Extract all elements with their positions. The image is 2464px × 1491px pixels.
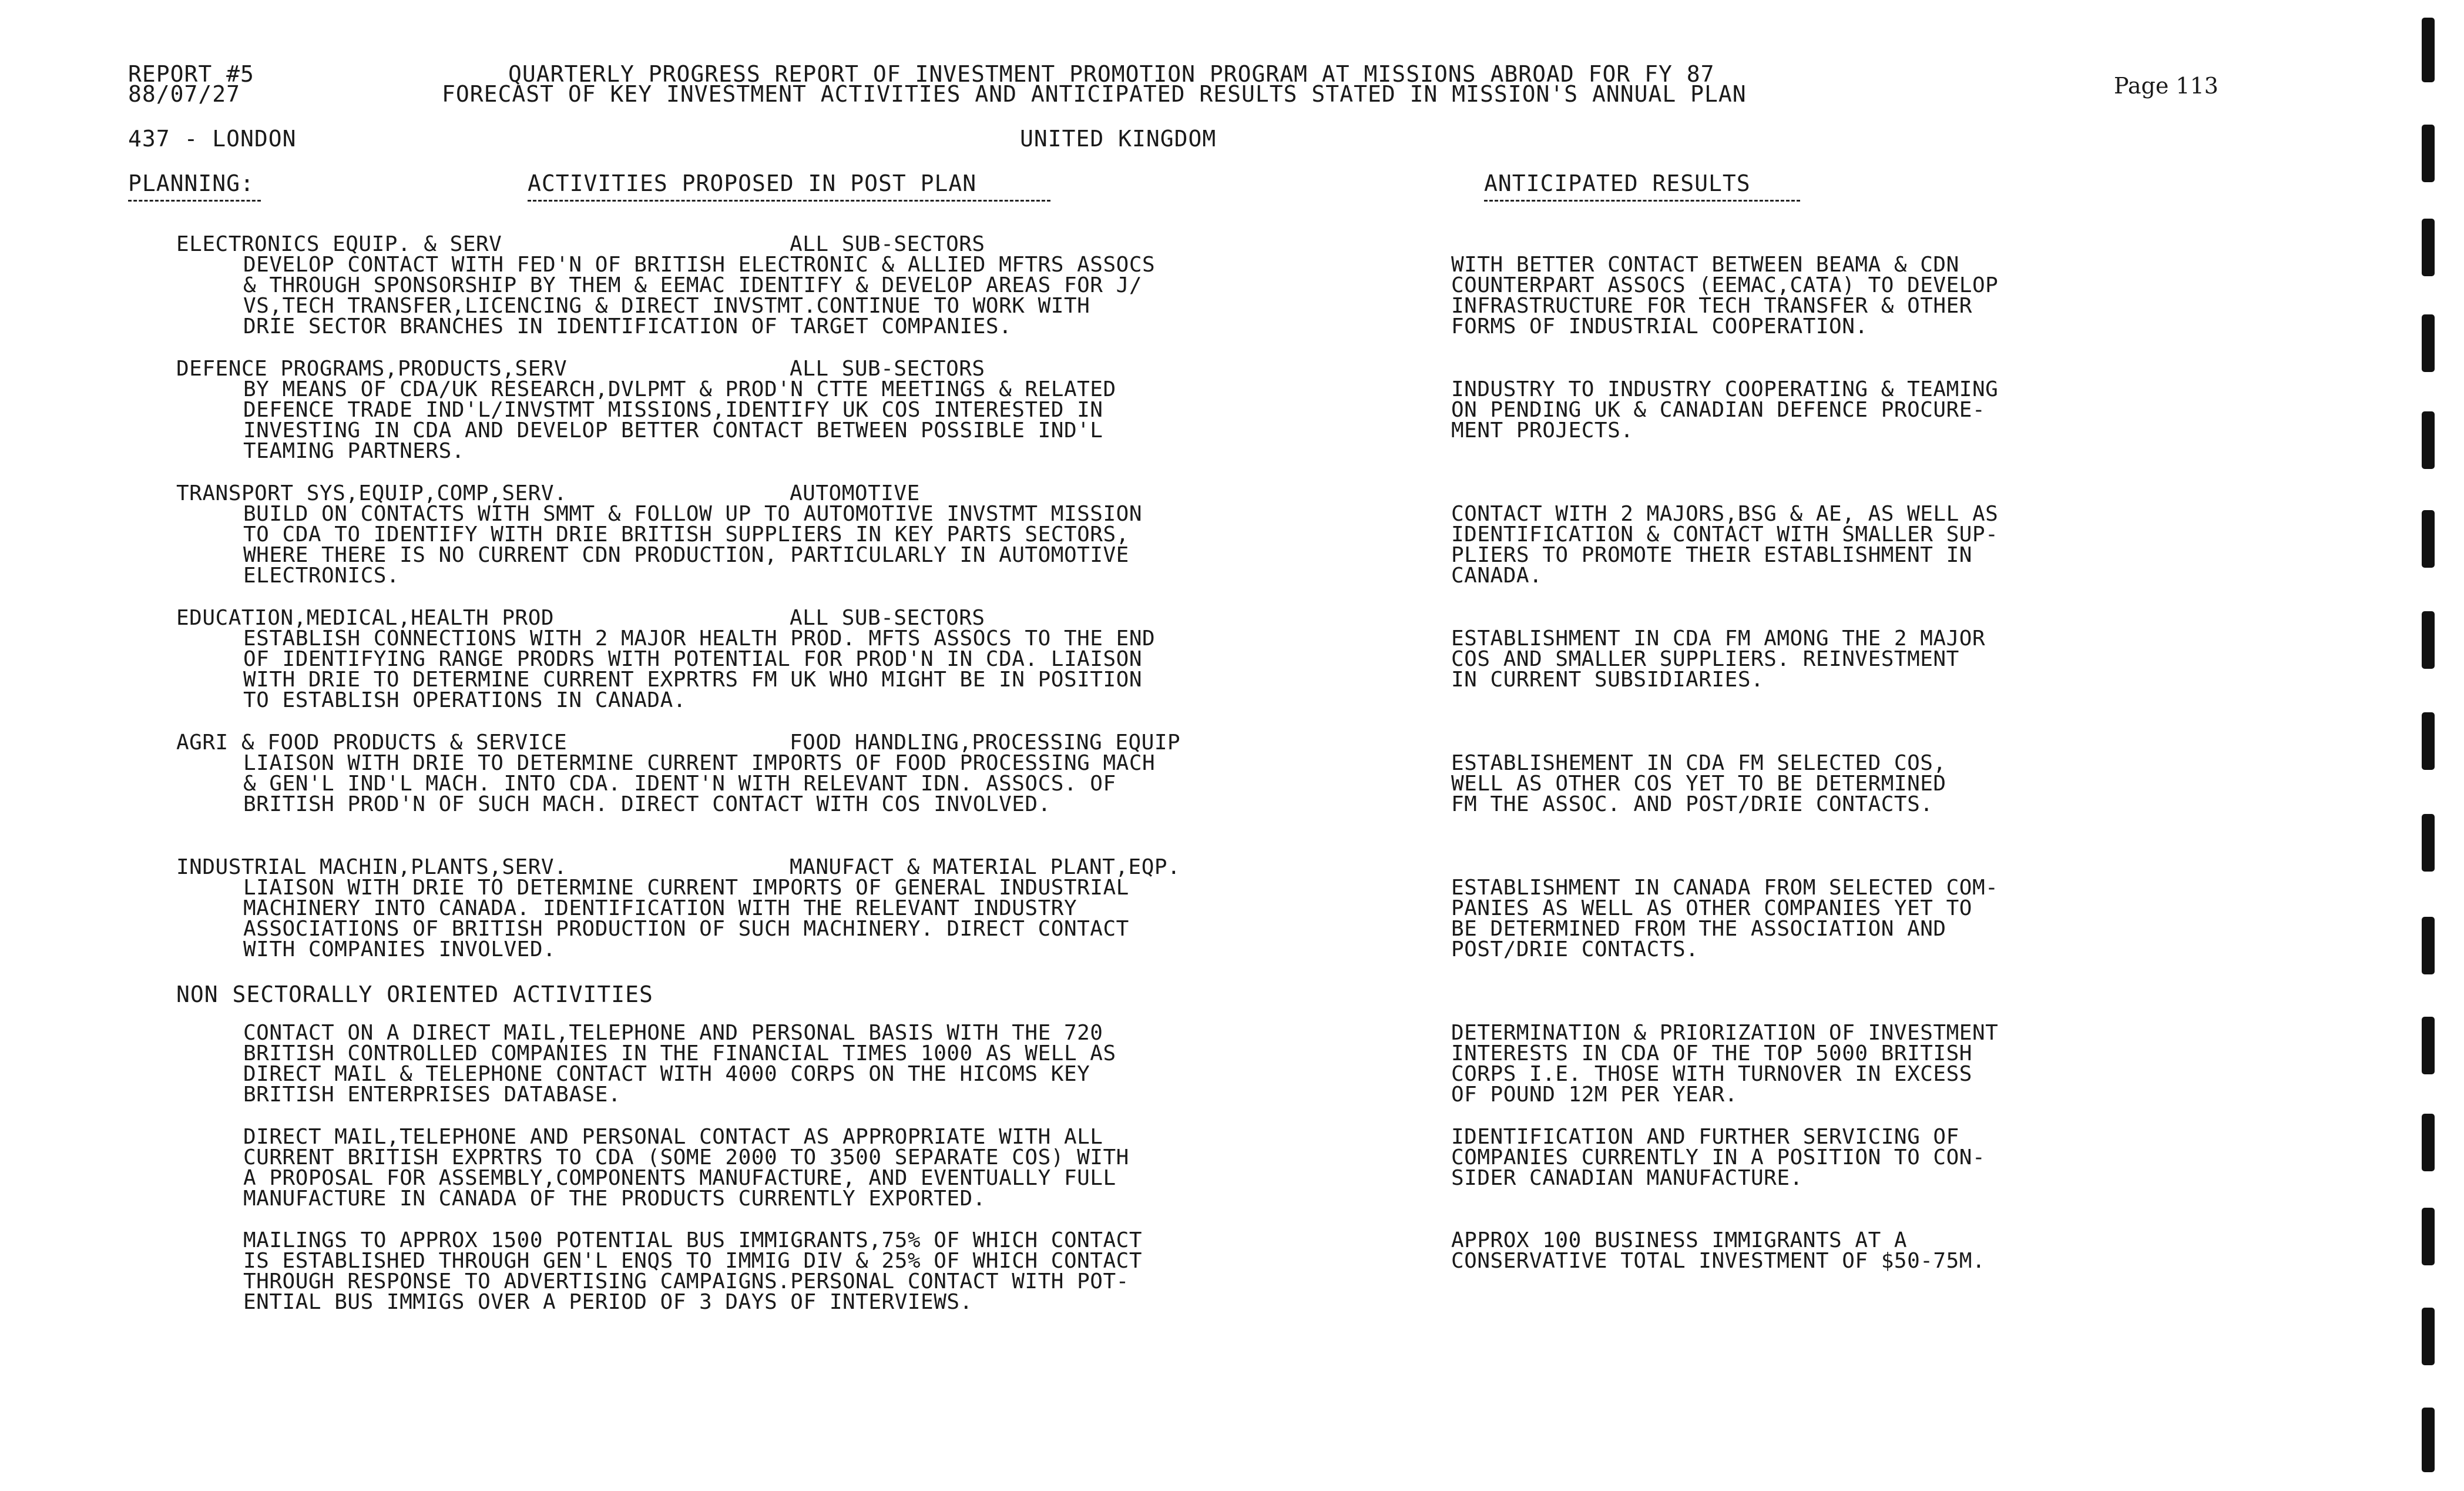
report-date: 88/07/27 — [128, 81, 241, 107]
binding-mark — [2422, 611, 2435, 669]
binding-mark — [2422, 1408, 2435, 1472]
activity-text: BY MEANS OF CDA/UK RESEARCH,DVLPMT & PROD'N CTTE MEETINGS & RELATED DEFENCE TRADE IND'L/INVSTMT MISSIONS,IDENTIFY UK COS INTERESTED IN INVESTING IN CDA AND DEVELOP BETTER CONTACT BETWEEN POSSIBLE IND'L TEAMING PARTNERS. — [243, 377, 1116, 463]
binding-mark — [2422, 314, 2435, 372]
binding-mark — [2422, 1114, 2435, 1171]
result-text: APPROX 100 BUSINESS IMMIGRANTS AT A CONSERVATIVE TOTAL INVESTMENT OF $50-75M. — [1451, 1228, 1986, 1273]
sector-name: INDUSTRIAL MACHIN,PLANTS,SERV. — [176, 855, 568, 879]
subsector-name: ALL SUB-SECTORS — [790, 357, 985, 381]
activities-underline — [528, 200, 1050, 202]
result-text: DETERMINATION & PRIORIZATION OF INVESTMENT INTERESTS IN CDA OF THE TOP 5000 BRITISH CORPS I.E. THOSE WITH TURNOVER IN EXCESS OF POUND 12M PER YEAR. — [1451, 1021, 1999, 1107]
binding-mark — [2422, 125, 2435, 182]
subsector-name: ALL SUB-SECTORS — [790, 606, 985, 630]
activity-text: LIAISON WITH DRIE TO DETERMINE CURRENT IMPORTS OF GENERAL INDUSTRIAL MACHINERY INTO CANADA. IDENTIFICATION WITH THE RELEVANT INDUSTRY ASSOCIATIONS OF BRITISH PRODUCTION OF SUCH MACHINERY. DIRECT CONTACT WITH COMPANIES INVOLVED. — [243, 876, 1129, 961]
sector-name: EDUCATION,MEDICAL,HEALTH PROD — [176, 606, 555, 630]
binding-mark — [2422, 712, 2435, 770]
non-sectoral-heading: NON SECTORALLY ORIENTED ACTIVITIES — [176, 981, 653, 1007]
country-name: UNITED KINGDOM — [1020, 126, 1217, 152]
sector-name: ELECTRONICS EQUIP. & SERV — [176, 232, 502, 256]
results-underline — [1484, 200, 1800, 202]
result-text: CONTACT WITH 2 MAJORS,BSG & AE, AS WELL AS IDENTIFICATION & CONTACT WITH SMALLER SUP- PLIERS TO PROMOTE THEIR ESTABLISHMENT IN CANADA. — [1451, 502, 1999, 588]
result-text: IDENTIFICATION AND FURTHER SERVICING OF COMPANIES CURRENTLY IN A POSITION TO CON- SIDER CANADIAN MANUFACTURE. — [1451, 1125, 1986, 1190]
subsector-name: MANUFACT & MATERIAL PLANT,EQP. — [790, 855, 1181, 879]
result-text: ESTABLISHMENT IN CDA FM AMONG THE 2 MAJOR COS AND SMALLER SUPPLIERS. REINVESTMENT IN CURRENT SUBSIDIARIES. — [1451, 626, 1986, 692]
activity-text: DEVELOP CONTACT WITH FED'N OF BRITISH ELECTRONIC & ALLIED MFTRS ASSOCS & THROUGH SPONSORSHIP BY THEM & EEMAC IDENTIFY & DEVELOP AREAS FOR J/ VS,TECH TRANSFER,LICENCING & DIRECT INVSTMT.CONTINUE TO WORK WITH DRIE SECTOR BRANCHES IN IDENTIFICATION OF TARGET COMPANIES. — [243, 253, 1156, 339]
report-subtitle: FORECAST OF KEY INVESTMENT ACTIVITIES AND ANTICIPATED RESULTS STATED IN MISSION'S ANNUAL PLAN — [442, 81, 1747, 107]
sector-name: TRANSPORT SYS,EQUIP,COMP,SERV. — [176, 481, 568, 505]
result-text: ESTABLISHEMENT IN CDA FM SELECTED COS, WELL AS OTHER COS YET TO BE DETERMINED FM THE ASSOC. AND POST/DRIE CONTACTS. — [1451, 751, 1946, 816]
binding-mark — [2422, 411, 2435, 469]
activity-text: ESTABLISH CONNECTIONS WITH 2 MAJOR HEALTH PROD. MFTS ASSOCS TO THE END OF IDENTIFYING RANGE PRODRS WITH POTENTIAL FOR PROD'N IN CDA. LIAISON WITH DRIE TO DETERMINE CURRENT EXPRTRS FM UK WHO MIGHT BE IN POSITION TO ESTABLISH OPERATIONS IN CANADA. — [243, 626, 1156, 712]
activity-text: DIRECT MAIL,TELEPHONE AND PERSONAL CONTACT AS APPROPRIATE WITH ALL CURRENT BRITISH EXPRTRS TO CDA (SOME 2000 TO 3500 SEPARATE COS) WITH A PROPOSAL FOR ASSEMBLY,COMPONENTS MANUFACTURE, AND EVENTUALLY FULL MANUFACTURE IN CANADA OF THE PRODUCTS CURRENTLY EXPORTED. — [243, 1125, 1129, 1211]
planning-heading: PLANNING: — [128, 170, 254, 196]
binding-mark — [2422, 510, 2435, 568]
activity-text: MAILINGS TO APPROX 1500 POTENTIAL BUS IMMIGRANTS,75% OF WHICH CONTACT IS ESTABLISHED THROUGH GEN'L ENQS TO IMMIG DIV & 25% OF WHICH CONTACT THROUGH RESPONSE TO ADVERTISING CAMPAIGNS.PERSONAL CONTACT WITH POT- ENTIAL BUS IMMIGS OVER A PERIOD OF 3 DAYS OF INTERVIEWS. — [243, 1228, 1142, 1314]
activity-text: CONTACT ON A DIRECT MAIL,TELEPHONE AND PERSONAL BASIS WITH THE 720 BRITISH CONTROLLED COMPANIES IN THE FINANCIAL TIMES 1000 AS WELL AS DIRECT MAIL & TELEPHONE CONTACT WITH 4000 CORPS ON THE HICOMS KEY BRITISH ENTERPRISES DATABASE. — [243, 1021, 1116, 1107]
results-heading: ANTICIPATED RESULTS — [1484, 170, 1751, 196]
activities-heading: ACTIVITIES PROPOSED IN POST PLAN — [528, 170, 977, 196]
binding-mark — [2422, 219, 2435, 276]
subsector-name: FOOD HANDLING,PROCESSING EQUIP — [790, 731, 1181, 755]
binding-mark — [2422, 917, 2435, 974]
sector-name: DEFENCE PROGRAMS,PRODUCTS,SERV — [176, 357, 568, 381]
mission-code: 437 - LONDON — [128, 126, 297, 152]
binding-mark — [2422, 1017, 2435, 1074]
page-number: Page 113 — [2114, 73, 2218, 99]
activity-text: LIAISON WITH DRIE TO DETERMINE CURRENT IMPORTS OF FOOD PROCESSING MACH & GEN'L IND'L MACH. INTO CDA. IDENT'N WITH RELEVANT IDN. ASSOCS. OF BRITISH PROD'N OF SUCH MACH. DIRECT CONTACT WITH COS INVOLVED. — [243, 751, 1156, 816]
result-text: ESTABLISHMENT IN CANADA FROM SELECTED COM- PANIES AS WELL AS OTHER COMPANIES YET TO BE DETERMINED FROM THE ASSOCIATION AND POST/DRIE CONTACTS. — [1451, 876, 1999, 961]
planning-underline — [128, 200, 261, 202]
binding-mark — [2422, 814, 2435, 872]
binding-mark — [2422, 1308, 2435, 1365]
subsector-name: ALL SUB-SECTORS — [790, 232, 985, 256]
result-text: INDUSTRY TO INDUSTRY COOPERATING & TEAMING ON PENDING UK & CANADIAN DEFENCE PROCURE- MENT PROJECTS. — [1451, 377, 1999, 443]
binding-mark — [2422, 18, 2435, 82]
activity-text: BUILD ON CONTACTS WITH SMMT & FOLLOW UP TO AUTOMOTIVE INVSTMT MISSION TO CDA TO IDENTIFY WITH DRIE BRITISH SUPPLIERS IN KEY PARTS SECTORS, WHERE THERE IS NO CURRENT CDN PRODUCTION, PARTICULARLY IN AUTOMOTIVE ELECTRONICS. — [243, 502, 1142, 588]
binding-mark — [2422, 1208, 2435, 1265]
report-title: QUARTERLY PROGRESS REPORT OF INVESTMENT PROMOTION PROGRAM AT MISSIONS ABROAD FOR FY 87 — [508, 61, 1715, 87]
subsector-name: AUTOMOTIVE — [790, 481, 920, 505]
sector-name: AGRI & FOOD PRODUCTS & SERVICE — [176, 731, 568, 755]
result-text: WITH BETTER CONTACT BETWEEN BEAMA & CDN COUNTERPART ASSOCS (EEMAC,CATA) TO DEVELOP INFRASTRUCTURE FOR TECH TRANSFER & OTHER FORMS OF INDUSTRIAL COOPERATION. — [1451, 253, 1999, 339]
report-number: REPORT #5 — [128, 61, 254, 87]
